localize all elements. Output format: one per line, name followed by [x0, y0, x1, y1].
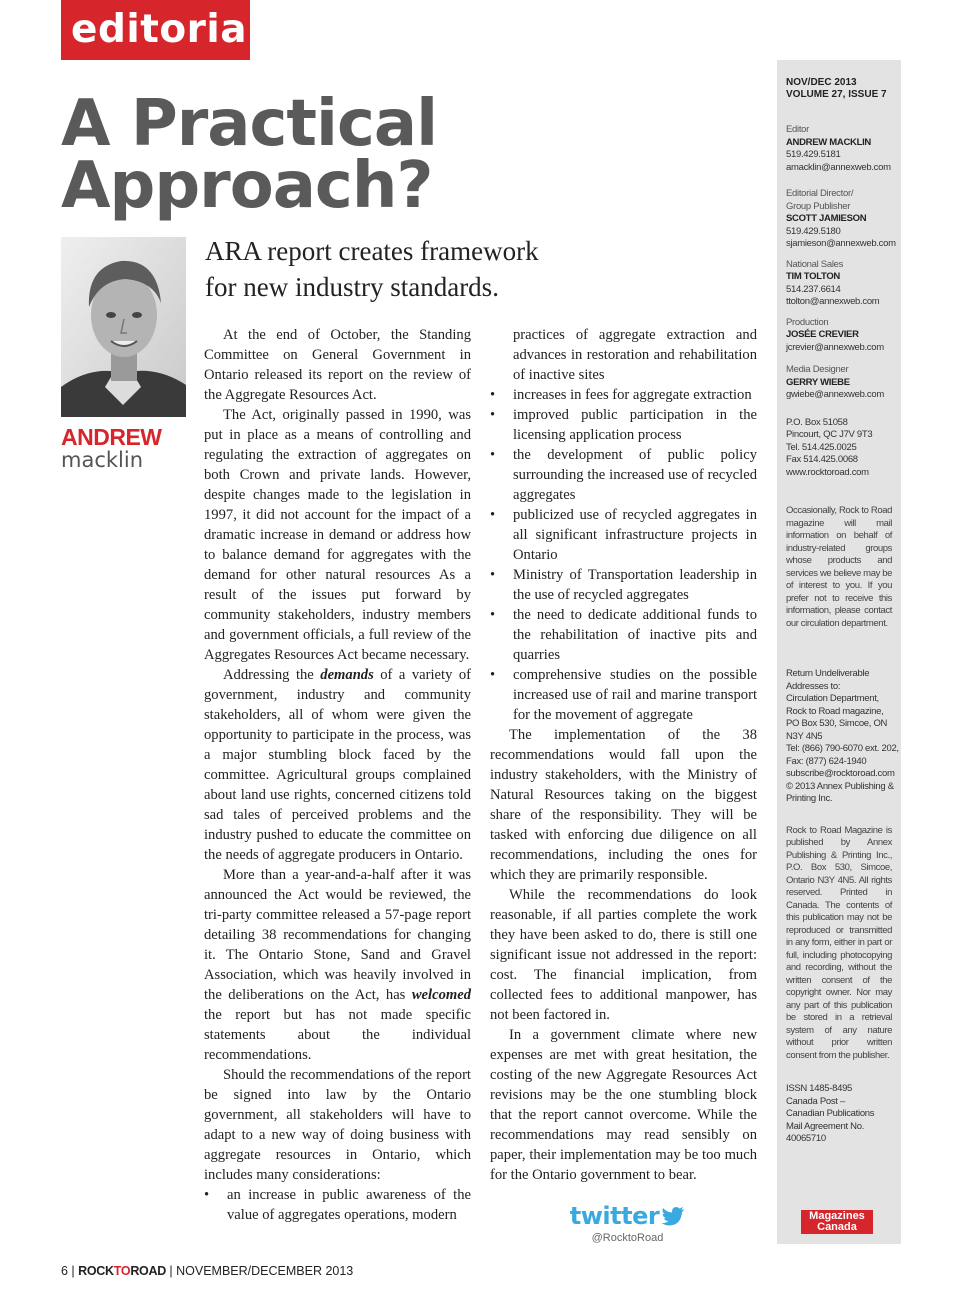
page-footer: 6 | ROCKTOROAD | NOVEMBER/DECEMBER 2013	[61, 1264, 354, 1278]
mail-notice: Occasionally, Rock to Road magazine will mail information on behalf of industry-related groups whose products and services we believe may be of interest to you. If you prefer not to receive this information, please contact our circulation department.	[786, 505, 892, 629]
recommendation-list	[490, 385, 757, 725]
staff-sales: National Sales TIM TOLTON 514.237.6614 ttolton@annexweb.com	[786, 259, 901, 309]
email-link[interactable]: subscribe@rocktoroad.com	[786, 768, 895, 779]
emphasis: welcomed	[411, 987, 471, 1003]
return-address: Return Undeliverable Addresses to: Circulation Department, Rock to Road magazine, PO Box 530, Simcoe, ON N3Y 4N5 Tel: (866) 790-6070 ext. 202, Fax: (877) 624-1940 subscribe@rocktoroad.com © 2013 Annex Publishing & Printing Inc.	[786, 668, 901, 806]
list-item: • comprehensive studies on the possible increased use of rail and marine transport for the movement of aggregate	[490, 665, 757, 725]
staff-production: Production JOSÉE CREVIER jcrevier@annexweb.com	[786, 317, 901, 355]
email-link[interactable]: amacklin@annexweb.com	[786, 161, 891, 173]
email-link[interactable]: ttolton@annexweb.com	[786, 296, 880, 307]
paragraph: The implementation of the 38 recommendations would fall upon the industry stakeholders, with the Ministry of Natural Resources taking on the biggest share of the responsibility. They will be tasked with enforcing due diligence on all recommendations, including the ones for which they are primarily responsible.	[490, 727, 757, 883]
paragraph: The Act, originally passed in 1990, was put in place as a means of controlling and regulating the extraction of aggregates on both Crown and private lands. However, despite changes made to the legislation in 1997, it did not account for the impact of a dramatic increase in demand or address how to balance demand for aggregates with the demand for other natural resources As a result of the issues put forward by community stakeholders, industry members and government officials, a full review of the Aggregates Resources Act became necessary.	[204, 407, 471, 663]
issue-info: NOV/DEC 2013 VOLUME 27, ISSUE 7	[786, 77, 887, 100]
staff-publisher: Editorial Director/ Group Publisher SCOTT JAMIESON 519.429.5180 sjamieson@annexweb.com	[786, 188, 901, 251]
paragraph: While the recommendations do look reasonable, if all parties complete the work they have been asked to do, there is still one significant issue not addressed in the report: cost. The financial implication, from collected fees to additional manpower, has not been factored in.	[490, 887, 757, 1023]
list-item: • the need to dedicate additional funds to the rehabilitation of inactive pits and quarries	[490, 605, 757, 665]
list-item: • increases in fees for aggregate extraction	[490, 385, 757, 405]
list-item: • improved public participation in the licensing application process	[490, 405, 757, 445]
article-column-2	[490, 325, 757, 1185]
section-tag: editorial	[61, 0, 250, 60]
deck-line-2: for new industry standards.	[205, 272, 499, 302]
staff-designer: Media Designer GERRY WIEBE gwiebe@annexweb.com	[786, 364, 901, 402]
legal-notice: Rock to Road Magazine is published by Annex Publishing & Printing Inc., P.O. Box 530, Simcoe, Ontario N3Y 4N5. All rights reserved. Printed in Canada. The contents of this publication may not be reproduced or transmitted in any form, either in part or full, including photocopying and recording, without the written consent of the copyright owner. Nor may any part of this publication be stored in a retrieval system of any nature without prior written consent from the publisher.	[786, 824, 892, 1061]
paragraph: At the end of October, the Standing Committee on General Government in Ontario released its report on the review of the Aggregate Resources Act.	[204, 327, 471, 403]
website-link[interactable]: www.rocktoroad.com	[786, 466, 869, 478]
twitter-block[interactable]	[565, 1202, 690, 1244]
paragraph: Should the recommendations of the report be signed into law by the Ontario government, all stakeholders will have to adapt to a new way of doing business with aggregate resources in Ontario, which includes many considerations:	[204, 1067, 471, 1183]
email-link[interactable]: sjamieson@annexweb.com	[786, 238, 896, 249]
emphasis: demands	[320, 667, 374, 683]
paragraph: More than a year-and-a-half after it was announced the Act would be reviewed, the tri-party committee released a 57-page report detailing 38 recommendations for changing it. The Ontario Stone, Sand and Gravel Association, which was heavily involved in the deliberations on the Act, has welcomed the report but has not made specific statements about the individual recommendations.	[204, 867, 471, 1063]
paragraph: Addressing the demands of a variety of government, industry and community stakeholders, all of whom were given the opportunity to participate in the process, was a major stumbling block faced by the committee. Agricultural groups complained about land use rights, concerned citizens told sad tales of perceived problems and the industry pushed to educate the committee on the needs of aggregate producers in Ontario.	[204, 667, 471, 863]
headline	[61, 87, 761, 223]
twitter-handle[interactable]: @RocktoRoad	[591, 1232, 664, 1244]
deck-line-1: ARA report creates framework	[205, 236, 539, 266]
list-item: • an increase in public awareness of the value of aggregates operations, modern	[204, 1185, 471, 1225]
office-address: P.O. Box 51058 Pincourt, QC J7V 9T3 Tel. 514.425.0025 Fax 514.425.0068 www.rocktoroad.com	[786, 417, 901, 480]
issue-date: NOVEMBER/DECEMBER 2013	[176, 1264, 354, 1278]
headline-line-2: Approach?	[61, 149, 433, 223]
postal-info: ISSN 1485-8495 Canada Post – Canadian Publications Mail Agreement No. 40065710	[786, 1083, 875, 1144]
author-first-name: ANDREW	[61, 424, 162, 450]
masthead-sidebar	[777, 60, 901, 1244]
deck	[205, 233, 765, 305]
list-item: • Ministry of Transportation leadership in the use of recycled aggregates	[490, 565, 757, 605]
list-item: • publicized use of recycled aggregates in all significant infrastructure projects in Ontario	[490, 505, 757, 565]
page-number: 6	[61, 1264, 68, 1278]
list-item: • the development of public policy surrounding the increased use of recycled aggregates	[490, 445, 757, 505]
twitter-logo[interactable]	[570, 1202, 685, 1230]
article-column-1	[204, 325, 471, 1225]
author-photo	[61, 237, 186, 417]
email-link[interactable]: gwiebe@annexweb.com	[786, 389, 884, 400]
staff-editor: Editor ANDREW MACKLIN 519.429.5181 amacklin@annexweb.com	[786, 124, 901, 174]
email-link[interactable]: jcrevier@annexweb.com	[786, 341, 884, 353]
brand-wordmark: ROCKTOROAD	[78, 1264, 166, 1278]
paragraph: In a government climate where new expenses are met with great hesitation, the costing of the new Aggregate Resources Act revisions may be the one stumbling block that the report cannot overcome. While the recommendations may read sensibly on paper, their implementation may be too much for the Ontario government to bear.	[490, 1027, 757, 1183]
recommendation-list	[204, 1185, 471, 1225]
author-last-name: macklin	[61, 448, 144, 472]
bird-icon	[661, 1206, 685, 1226]
twitter-wordmark: twitter	[569, 1202, 660, 1230]
list-item-continued: practices of aggregate extraction and advances in restoration and rehabilitation of inactive sites	[513, 327, 757, 383]
headline-line-1: A Practical	[61, 87, 437, 161]
magazines-canada-logo: Magazines Canada	[801, 1210, 873, 1234]
